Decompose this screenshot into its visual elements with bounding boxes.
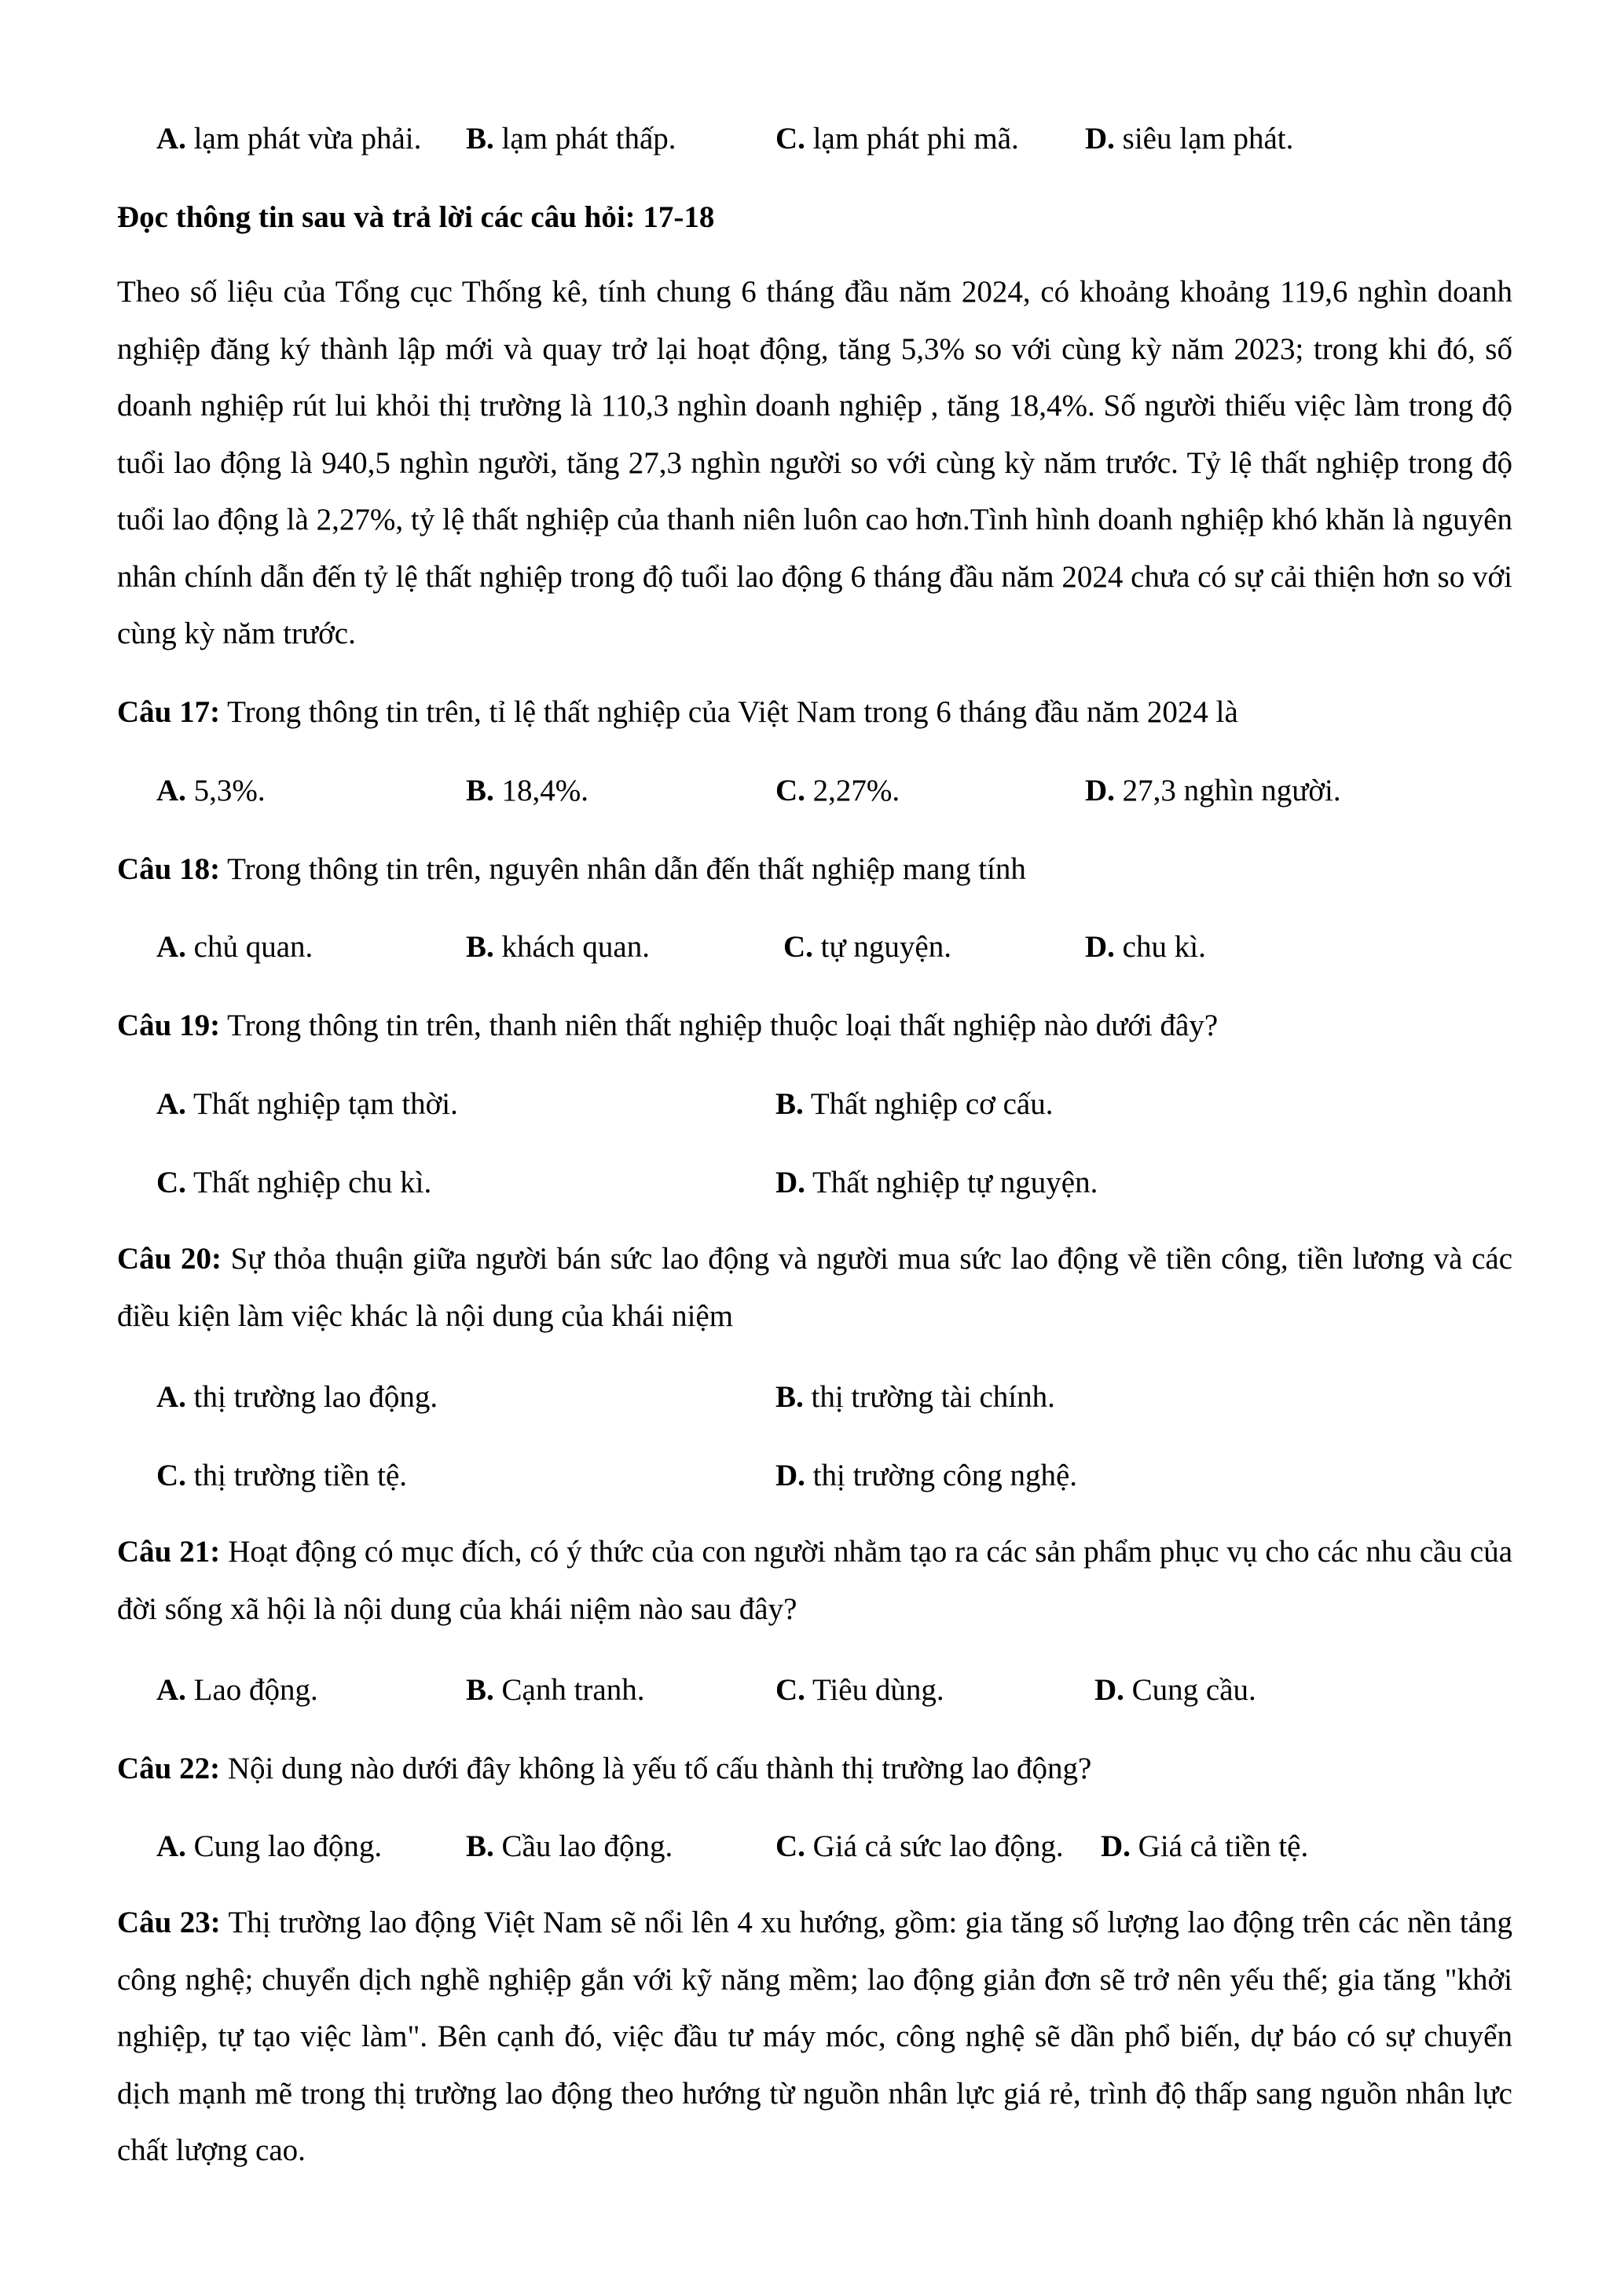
- q17-option-b: B. 18,4%.: [466, 774, 589, 807]
- q18-option-c: C. tự nguyện.: [783, 930, 951, 964]
- q18-option-d: D. chu kì.: [1085, 930, 1206, 964]
- q20-question: Câu 20: Sự thỏa thuận giữa người bán sức lao động và người mua sức lao động về tiền công, tiền lương và các điều kiện làm việc khác là nội dung của khái niệm: [117, 1242, 1513, 1333]
- q23-question: Câu 23: Thị trường lao động Việt Nam sẽ nổi lên 4 xu hướng, gồm: gia tăng số lượng lao động trên các nền tảng công nghệ; chuyển dịch nghề nghiệp gắn với kỹ năng mềm; lao động giản đơn sẽ trở nên yếu thế; gia tăng "khởi nghiệp, tự tạo việc làm". Bên cạnh đó, việc đầu tư máy móc, công nghệ sẽ dần phổ biến, dự báo có sự chuyển dịch mạnh mẽ trong thị trường lao động theo hướng từ nguồn nhân lực giá rẻ, trình độ thấp sang nguồn nhân lực chất lượng cao.: [117, 1906, 1512, 2167]
- q20-option-c: C. thị trường tiền tệ.: [156, 1459, 408, 1492]
- q19-question: Câu 19: Trong thông tin trên, thanh niên thất nghiệp thuộc loại thất nghiệp nào dưới đây?: [117, 1009, 1219, 1042]
- q16-option-c: C. lạm phát phi mã.: [775, 122, 1019, 156]
- q22-option-b: B. Cầu lao động.: [466, 1829, 673, 1863]
- q19-option-a: A. Thất nghiệp tạm thời.: [156, 1087, 458, 1121]
- q20-option-b: B. thị trường tài chính.: [775, 1380, 1055, 1414]
- q17-option-d: D. 27,3 nghìn người.: [1085, 774, 1341, 807]
- q18-question: Câu 18: Trong thông tin trên, nguyên nhân dẫn đến thất nghiệp mang tính: [117, 852, 1026, 886]
- q19-option-b: B. Thất nghiệp cơ cấu.: [775, 1087, 1054, 1121]
- q22-question: Câu 22: Nội dung nào dưới đây không là yếu tố cấu thành thị trường lao động?: [117, 1752, 1092, 1785]
- q18-option-b: B. khách quan.: [466, 930, 650, 964]
- q21-option-b: B. Cạnh tranh.: [466, 1673, 645, 1707]
- q16-option-b: B. lạm phát thấp.: [466, 122, 676, 156]
- q22-option-c: C. Giá cả sức lao động.: [775, 1829, 1064, 1863]
- q22-option-a: A. Cung lao động.: [156, 1829, 383, 1863]
- reading-passage: Theo số liệu của Tổng cục Thống kê, tính chung 6 tháng đầu năm 2024, có khoảng khoảng 119,6 nghìn doanh nghiệp đăng ký thành lập mới và quay trở lại hoạt động, tăng 5,3% so với cùng kỳ năm 2023; trong khi đó, số doanh nghiệp rút lui khỏi thị trường là 110,3 nghìn doanh nghiệp , tăng 18,4%. Số người thiếu việc làm trong độ tuổi lao động là 940,5 nghìn người, tăng 27,3 nghìn người so với cùng kỳ năm trước. Tỷ lệ thất nghiệp trong độ tuổi lao động là 2,27%, tỷ lệ thất nghiệp của thanh niên luôn cao hơn.Tình hình doanh nghiệp khó khăn là nguyên nhân chính dẫn đến tỷ lệ thất nghiệp trong độ tuổi lao động 6 tháng đầu năm 2024 chưa có sự cải thiện hơn so với cùng kỳ năm trước.: [117, 275, 1512, 650]
- q18-option-a: A. chủ quan.: [156, 930, 313, 964]
- q20-option-a: A. thị trường lao động.: [156, 1380, 438, 1414]
- q22-option-d: D. Giá cả tiền tệ.: [1101, 1829, 1309, 1863]
- q19-option-d: D. Thất nghiệp tự nguyện.: [775, 1166, 1098, 1199]
- q16-option-d: D. siêu lạm phát.: [1085, 122, 1294, 156]
- reading-heading: Đọc thông tin sau và trả lời các câu hỏi: 17-18: [117, 200, 715, 234]
- q19-option-c: C. Thất nghiệp chu kì.: [156, 1166, 432, 1199]
- q21-question: Câu 21: Hoạt động có mục đích, có ý thức của con người nhằm tạo ra các sản phẩm phục vụ cho các nhu cầu của đời sống xã hội là nội dung của khái niệm nào sau đây?: [117, 1535, 1512, 1626]
- q20-option-d: D. thị trường công nghệ.: [775, 1459, 1078, 1492]
- q16-option-a: A. lạm phát vừa phải.: [156, 122, 422, 156]
- q21-option-c: C. Tiêu dùng.: [775, 1673, 944, 1707]
- q21-option-a: A. Lao động.: [156, 1673, 318, 1707]
- q17-option-c: C. 2,27%.: [775, 774, 900, 807]
- q21-option-d: D. Cung cầu.: [1094, 1673, 1256, 1707]
- q17-question: Câu 17: Trong thông tin trên, tỉ lệ thất nghiệp của Việt Nam trong 6 tháng đầu năm 2024 là: [117, 695, 1238, 729]
- q17-option-a: A. 5,3%.: [156, 774, 266, 807]
